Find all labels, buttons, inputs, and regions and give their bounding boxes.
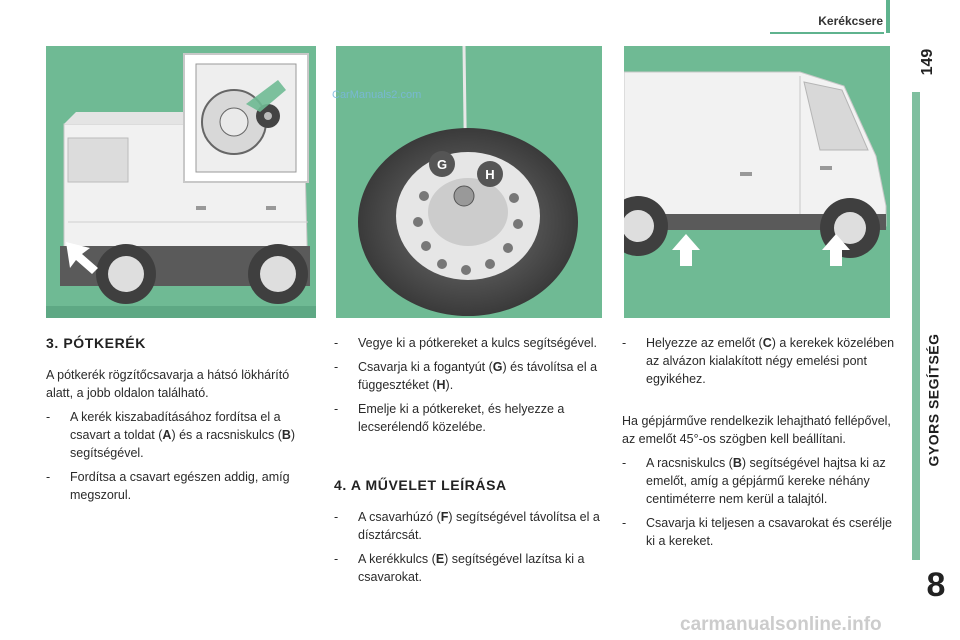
section-heading-procedure: 4. A MŰVELET LEÍRÁSA — [334, 477, 507, 493]
intro-paragraph: A pótkerék rögzítőcsavarja a hátsó lökhárító alatt, a jobb oldalon található. — [46, 368, 290, 400]
instruction-list — [622, 334, 902, 388]
column-3 — [622, 334, 902, 556]
header-accent-bar — [886, 0, 890, 33]
instruction-list — [622, 454, 902, 550]
illustration-spare-wheel — [336, 46, 602, 318]
running-header-title: Kerékcsere — [818, 14, 883, 28]
chapter-number: 8 — [926, 566, 946, 604]
illustration-spare-wheel-location — [46, 46, 316, 318]
van-side-illustration — [624, 46, 890, 318]
label-h: H — [485, 167, 495, 182]
page-number: 149 — [919, 48, 936, 76]
van-rear-illustration — [46, 46, 316, 318]
list-item: - A kerékkulcs (E) segítségével lazítsa ki a csavarokat. — [334, 550, 602, 586]
header-rule — [770, 32, 884, 34]
list-item: - Helyezze az emelőt (C) a kerekek közelében az alvázon kialakított négy emelési pont egyikéhez. — [622, 334, 902, 388]
list-item: - Csavarja ki a fogantyút (G) és távolítsa el a függesztéket (H). — [334, 358, 602, 394]
step-board-note: Ha gépjárműve rendelkezik lehajtható fellépővel, az emelőt 45°-os szögben kell beállítani. — [622, 414, 891, 446]
column-1 — [46, 334, 318, 510]
label-g: G — [436, 157, 448, 172]
instruction-list — [334, 508, 602, 586]
watermark-bottom: carmanualsonline.info — [680, 614, 882, 635]
list-item: - A kerék kiszabadításához fordítsa el a csavart a toldat (A) és a racsniskulcs (B) segítségével. — [46, 408, 318, 462]
instruction-list — [46, 408, 318, 504]
column-2 — [334, 334, 602, 592]
chapter-label-text: GYORS SEGÍTSÉG — [926, 333, 942, 467]
list-item: - Vegye ki a pótkereket a kulcs segítségével. — [334, 334, 602, 352]
chapter-label — [914, 333, 954, 467]
list-item: - Emelje ki a pótkereket, és helyezze a lecserélendő közelébe. — [334, 400, 602, 436]
illustration-jack-points — [624, 46, 890, 318]
list-item: - A racsniskulcs (B) segítségével hajtsa ki az emelőt, amíg a gépjármű kereke néhány centiméterre nem kerül a talajtól. — [622, 454, 902, 508]
instruction-list — [334, 334, 602, 436]
section-heading-spare-wheel: 3. PÓTKERÉK — [46, 335, 146, 351]
watermark-top: CarManuals2.com — [332, 89, 422, 101]
list-item: - Fordítsa a csavart egészen addig, amíg megszorul. — [46, 468, 318, 504]
list-item: - A csavarhúzó (F) segítségével távolítsa el a dísztárcsát. — [334, 508, 602, 544]
chapter-tab-inner — [920, 92, 960, 560]
list-item: - Csavarja ki teljesen a csavarokat és cserélje ki a kereket. — [622, 514, 902, 550]
spare-wheel-illustration — [336, 46, 602, 318]
